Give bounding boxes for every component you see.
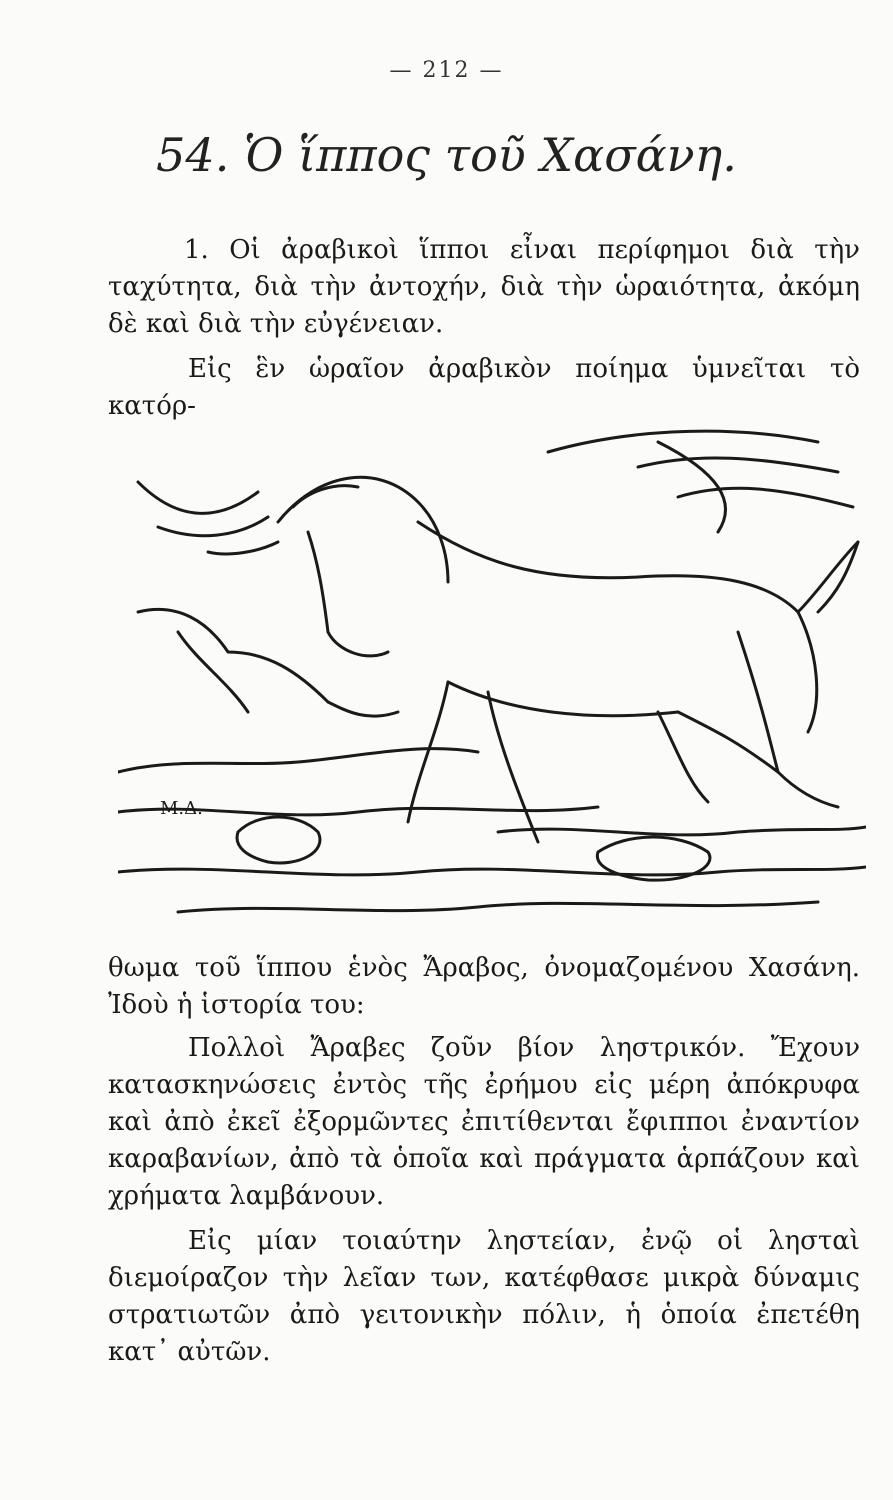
- paragraph: Πολλοὶ Ἄραβες ζοῦν βίον ληστρικόν. Ἔχουν κατασκηνώσεις ἐντὸς τῆς ἐρήμου εἰς μέρη ἀπόκρυφα καὶ ἀπὸ ἐκεῖ ἐξορμῶντες ἐπιτίθενται ἔφιπποι ἐναντίον καραβανίων, ἀπὸ τὰ ὁποῖα καὶ πράγματα ἁρπάζουν καὶ χρήματα λαμβάνουν.: [108, 1033, 860, 1211]
- text-block-top: [108, 232, 860, 425]
- paragraph: Εἰς ἓν ὡραῖον ἀραβικὸν ποίημα ὑμνεῖται τὸ κατόρ-: [108, 354, 860, 421]
- paragraph: Εἰς μίαν τοιαύτην ληστείαν, ἐνῷ οἱ λησταὶ διεμοίραζον τὴν λεῖαν των, κατέφθασε μικρὰ δύναμις στρατιωτῶν ἀπὸ γειτονικὴν πόλιν, ἡ ὁποία ἐπετέθη κατ᾽ αὐτῶν.: [108, 1226, 860, 1367]
- text-block-bottom: [108, 950, 860, 1371]
- chapter-title: 54. Ὁ ἵππος τοῦ Χασάνη.: [156, 128, 737, 182]
- illustration-signature: Μ.Δ.: [160, 798, 203, 819]
- horse-illustration: [118, 412, 866, 932]
- paragraph: θωμα τοῦ ἵππου ἑνὸς Ἄραβος, ὀνομαζομένου Χασάνη. Ἰδοὺ ἡ ἱστορία του:: [108, 953, 860, 1020]
- paragraph: 1. Οἱ ἀραβικοὶ ἵπποι εἶναι περίφημοι διὰ τὴν ταχύτητα, διὰ τὴν ἀντοχήν, διὰ τὴν ὡραιότητα, ἀκόμη δὲ καὶ διὰ τὴν εὐγένειαν.: [108, 235, 860, 339]
- page-number: — 212 —: [389, 58, 504, 83]
